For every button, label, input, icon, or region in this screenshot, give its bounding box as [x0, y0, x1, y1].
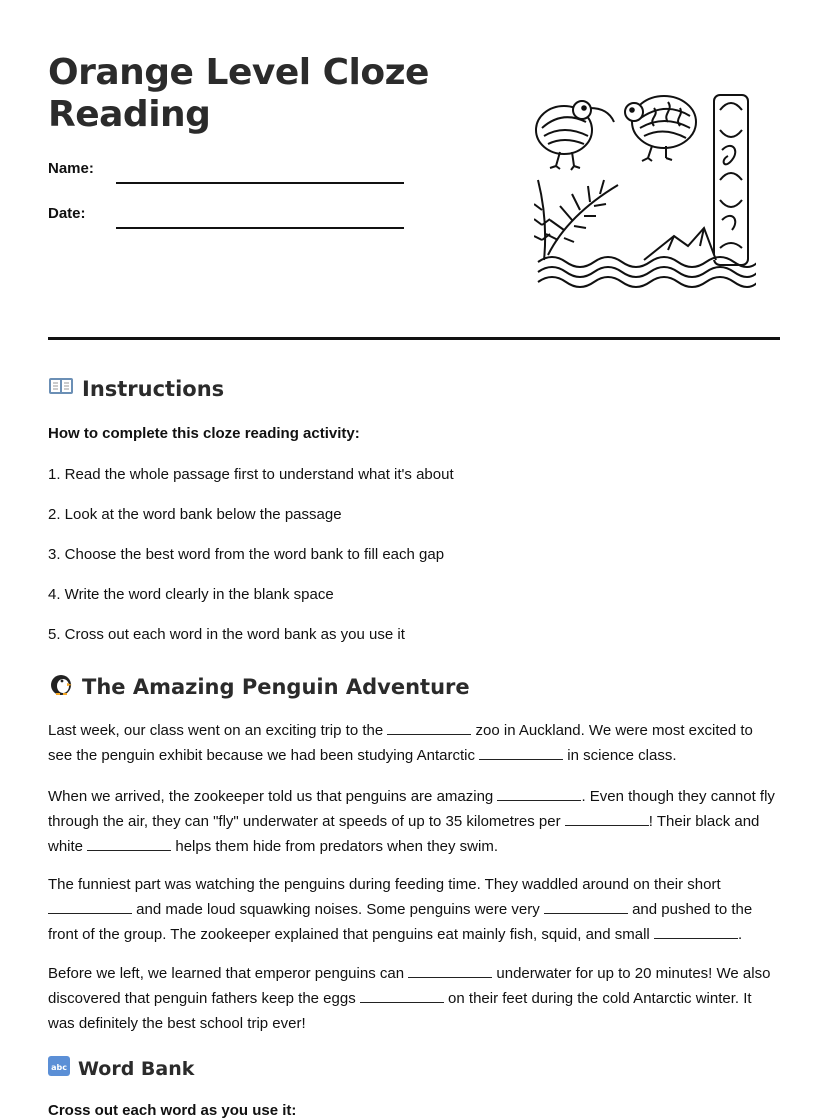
- name-field-row: [48, 160, 408, 188]
- kiwi-bird-left-icon: [536, 101, 614, 170]
- instructions-heading-text: Instructions: [82, 376, 225, 401]
- instructions-heading: [48, 376, 224, 401]
- instruction-step: 4. Write the word clearly in the blank space: [48, 586, 334, 603]
- cloze-blank[interactable]: [387, 720, 471, 735]
- cloze-blank[interactable]: [87, 836, 171, 851]
- instruction-step: 2. Look at the word bank below the passage: [48, 506, 342, 523]
- cloze-blank[interactable]: [544, 899, 628, 914]
- cloze-blank[interactable]: [565, 811, 649, 826]
- word-bank-subheading: Cross out each word as you use it:: [48, 1102, 297, 1119]
- cloze-blank[interactable]: [360, 988, 444, 1003]
- cloze-blank[interactable]: [497, 786, 581, 801]
- abc-icon: [48, 1056, 70, 1081]
- cloze-blank[interactable]: [479, 745, 563, 760]
- date-line[interactable]: [116, 227, 404, 229]
- story-heading-text: The Amazing Penguin Adventure: [82, 674, 470, 699]
- open-book-icon: [48, 376, 74, 401]
- fern-icon: [534, 180, 618, 260]
- instruction-step: 1. Read the whole passage first to understand what it's about: [48, 466, 454, 483]
- cloze-blank[interactable]: [654, 924, 738, 939]
- date-label: Date:: [48, 205, 86, 222]
- instruction-step: 5. Cross out each word in the word bank as you use it: [48, 626, 405, 643]
- kiwi-illustration: [534, 90, 756, 290]
- date-field-row: [48, 205, 408, 233]
- name-line[interactable]: [116, 182, 404, 184]
- cloze-blank[interactable]: [408, 963, 492, 978]
- carved-pou-icon: [714, 95, 748, 265]
- story-paragraph: The funniest part was watching the penguins during feeding time. They waddled around on their short and made loud squawking noises. Some penguins were very and pushed to the front of the group. The zookeeper explained that penguins eat mainly fish, squid, and small .: [48, 876, 753, 943]
- instruction-step: 3. Choose the best word from the word bank to fill each gap: [48, 546, 445, 563]
- word-bank-heading-text: Word Bank: [78, 1057, 195, 1080]
- story-paragraph: When we arrived, the zookeeper told us that penguins are amazing . Even though they cannot fly through the air, they can "fly" underwater at speeds of up to 35 kilometres per ! Their black and white helps them hide from predators when they swim.: [48, 788, 775, 855]
- header-divider: [48, 337, 780, 340]
- story-paragraph: Last week, our class went on an exciting trip to the zoo in Auckland. We were most excited to see the penguin exhibit because we had been studying Antarctic in science class.: [48, 722, 753, 764]
- svg-text:abc: abc: [51, 1063, 67, 1072]
- name-label: Name:: [48, 160, 94, 177]
- story-heading: [48, 672, 470, 701]
- instructions-subheading: How to complete this cloze reading activity:: [48, 425, 360, 442]
- cloze-blank[interactable]: [48, 899, 132, 914]
- penguin-icon: [48, 672, 74, 701]
- kiwi-bird-right-icon: [625, 96, 696, 161]
- story-paragraph: Before we left, we learned that emperor penguins can underwater for up to 20 minutes! We also discovered that penguin fathers keep the eggs on their feet during the cold Antarctic winter. It was definitely the best school trip ever!: [48, 965, 771, 1032]
- word-bank-heading: [48, 1056, 194, 1081]
- page-title: Orange Level Cloze Reading: [48, 52, 429, 135]
